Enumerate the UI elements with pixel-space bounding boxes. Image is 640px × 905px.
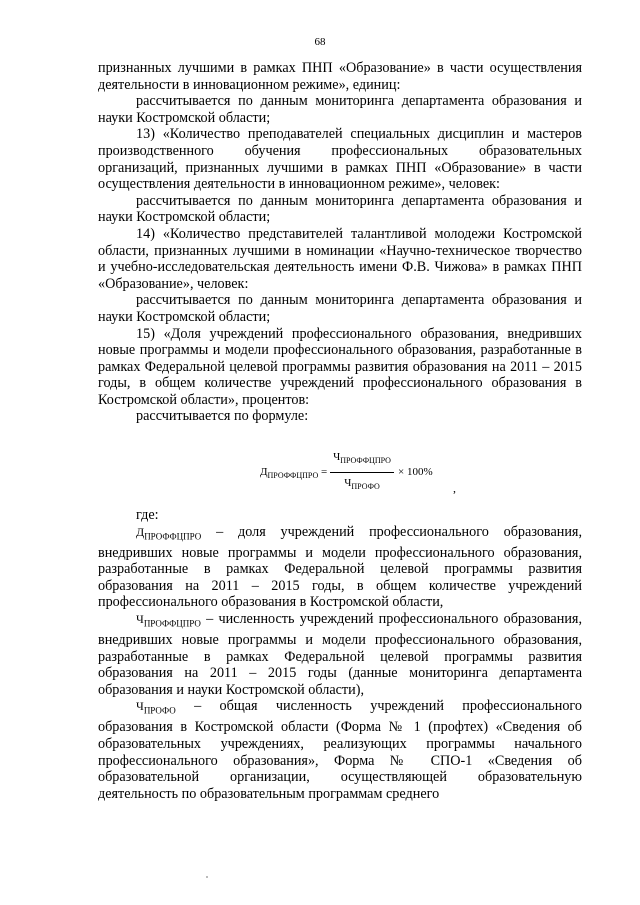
definition-symbol <box>136 612 201 629</box>
formula <box>98 435 582 507</box>
definition-symbol-main: Д <box>136 524 145 539</box>
definition-total <box>98 698 582 802</box>
definition-count <box>98 611 582 698</box>
formula-multiplier: × 100% <box>398 466 433 479</box>
page-number: 68 <box>314 36 326 48</box>
document-body <box>98 60 582 802</box>
definition-symbol-sub: ПРОФФЦПРО <box>143 618 201 629</box>
definition-symbol-main: Ч <box>136 612 144 627</box>
formula-den-sub: ПРОФО <box>351 482 380 492</box>
formula-lhs-main: Д <box>260 466 268 479</box>
paragraph-continuation: признанных лучшими в рамках ПНП «Образование» в части осуществления деятельности в инновационном режиме», единиц: <box>98 60 582 93</box>
where-label: где: <box>136 507 159 524</box>
formula-den-main: Ч <box>344 476 352 489</box>
paragraph-indicator-15: 15) «Доля учреждений профессионального образования, внедривших новые программы и модели профессионального образования, разработанные в рамках Федеральной целевой программы развития образования на 2011 – 2015 годы, в общем количестве учреждений профессионального образования в Костромской области», процентов: <box>98 325 582 408</box>
paragraph-source-13: рассчитывается по данным мониторинга департамента образования и науки Костромской области; <box>98 192 582 226</box>
formula-denominator <box>330 473 394 496</box>
paragraph-source-14: рассчитывается по данным мониторинга департамента образования и науки Костромской области; <box>98 292 582 325</box>
definition-symbol-sub: ПРОФО <box>143 705 176 716</box>
definition-text: – численность учреждений профессионального образования, внедривших новые программы и модели профессионального образования, разработанные в рамках Федеральной целевой программы развития образования на 2011 – 2015 годы (данные мониторинга департамента образования и науки Костромской области), <box>98 611 582 698</box>
paragraph-indicator-13: 13) «Количество преподавателей специальных дисциплин и мастеров производственного обучения профессиональных образовательных организаций, признанных лучшими в рамках ПНП «Образование» в части осуществления деятельности в инновационном режиме», человек: <box>98 126 582 193</box>
paragraph-source-12: рассчитывается по данным мониторинга департамента образования и науки Костромской области; <box>98 93 582 126</box>
formula-lhs <box>260 464 327 485</box>
formula-fraction <box>330 449 394 496</box>
paragraph-indicator-14: 14) «Количество представителей талантливой молодежи Костромской области, признанных лучшими в номинации «Научно-техническое творчество и учебно-исследовательская деятельность имени Ф.В. Чижова» в рамках ПНП «Образование», человек: <box>98 225 582 292</box>
formula-lhs-sub: ПРОФФЦПРО <box>267 471 319 481</box>
definition-text: – доля учреждений профессионального образования, внедривших новые программы и модели профессионального образования, разработанные в рамках Федеральной целевой программы развития образования на 2011 – 2015 годы, в общем количестве учреждений профессионального образования в Костромской области, <box>98 523 582 611</box>
formula-numerator <box>330 449 394 473</box>
formula-equals: = <box>320 466 328 479</box>
definition-symbol-sub: ПРОФФЦПРО <box>144 531 202 542</box>
paragraph-formula-intro: рассчитывается по формуле: <box>136 408 309 425</box>
definition-symbol <box>136 524 202 542</box>
scan-speck <box>206 876 208 878</box>
formula-comma: , <box>453 481 456 496</box>
formula-num-main: Ч <box>333 451 341 464</box>
definition-symbol <box>136 699 176 716</box>
definition-share <box>98 524 582 611</box>
definition-symbol-main: Ч <box>136 699 144 714</box>
definition-text: – общая численность учреждений профессионального образования в Костромской области (Форма № 1 (профтех) «Сведения об образовательных учреждениях, реализующих программы начального профессионального образования», Форма № СПО-1 «Сведения об образовательной организации, осуществляющей образовательную деятельность по образовательным программам среднего <box>98 698 582 802</box>
formula-num-sub: ПРОФФЦПРО <box>340 456 391 466</box>
